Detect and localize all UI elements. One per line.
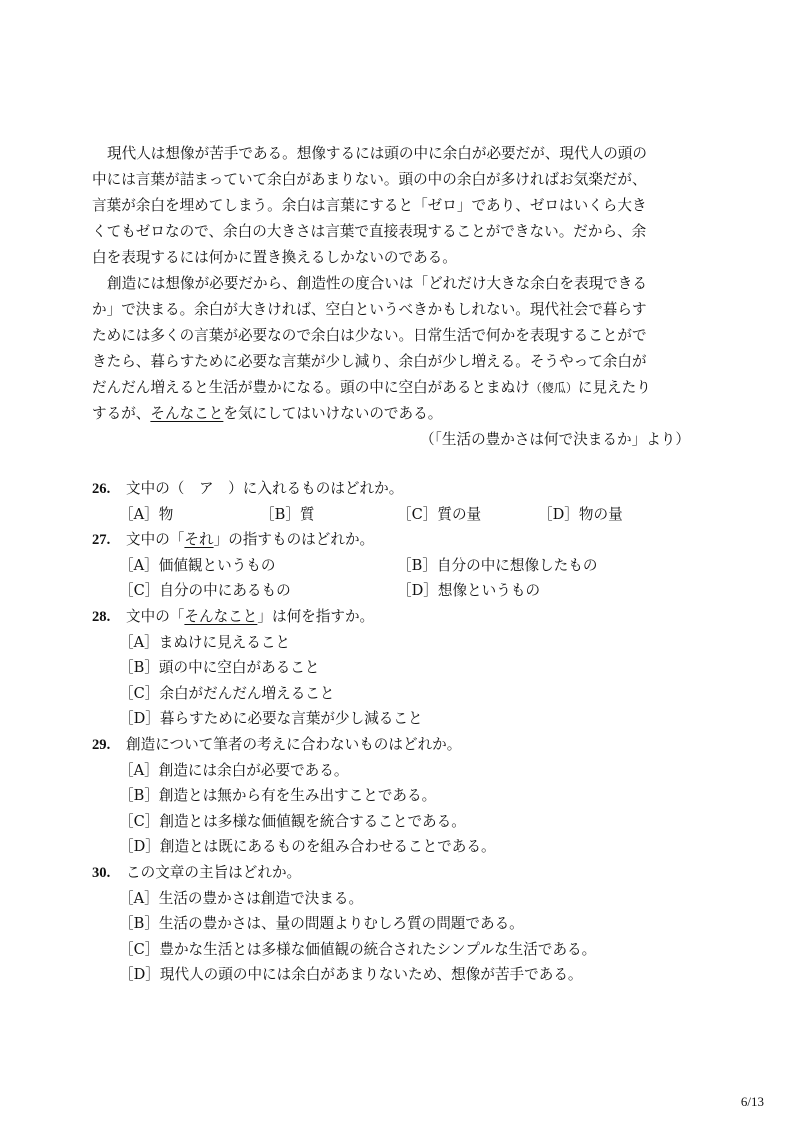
options-row	[92, 553, 702, 579]
option-a: ［A］物	[119, 505, 174, 523]
question-text: 文中の（ ア ）に入れるものはどれか。	[126, 480, 404, 497]
option-d: ［D］現代人の頭の中には余白があまりないため、想像が苦手である。	[119, 966, 583, 984]
passage-line: きたら、暮らすために必要な言葉が少し減り、余白が少し増える。そうやって余白が	[92, 353, 647, 370]
underlined-phrase: そんなこと	[150, 405, 224, 422]
question-27	[92, 527, 702, 553]
question-number: 28.	[92, 608, 111, 625]
question-29	[92, 732, 702, 758]
passage-text: を気にしてはいけないのである。	[223, 405, 443, 422]
passage-line: 現代人は想像が苦手である。想像するには頭の中に余白が必要だが、現代人の頭の	[107, 145, 647, 162]
option-a: ［A］創造には余白が必要である。	[119, 761, 349, 779]
option-c: ［C］質の量	[397, 505, 482, 523]
option-b: ［B］自分の中に想像したもの	[397, 556, 598, 574]
question-28	[92, 604, 702, 630]
option-c: ［C］自分の中にあるもの	[119, 582, 291, 600]
option-b: ［B］創造とは無から有を生み出すことである。	[119, 787, 437, 805]
passage-text: するが、	[92, 405, 151, 422]
option-d: ［D］物の量	[538, 505, 623, 523]
question-number: 26.	[92, 481, 111, 497]
passage-line: か」で決まる。余白が大きければ、空白というべきかもしれない。現代社会で暮らす	[92, 301, 647, 318]
question-text: 」は何を指すか。	[257, 607, 375, 625]
passage-text: に見えたり	[577, 379, 651, 396]
passage-source: （「生活の豊かさは何で決まるか」より）	[420, 431, 690, 448]
option-a: ［A］まぬけに見えること	[119, 633, 291, 651]
option-a: ［A］価値観というもの	[119, 556, 276, 574]
option-c: ［C］創造とは多様な価値観を統合することである。	[119, 812, 466, 830]
option-d: ［D］想像というもの	[397, 582, 541, 600]
underlined-phrase: そんなこと	[184, 607, 258, 625]
question-number: 29.	[92, 736, 111, 753]
question-number: 30.	[92, 864, 111, 881]
options-row	[92, 578, 702, 604]
option-b: ［B］頭の中に空白があること	[119, 659, 320, 677]
option-b: ［B］生活の豊かさは、量の問題よりむしろ質の問題である。	[119, 915, 524, 933]
question-26	[92, 476, 702, 502]
option-c: ［C］余白がだんだん増えること	[119, 684, 335, 702]
question-text: 文中の「	[126, 607, 185, 625]
gloss-annotation: （傻瓜）	[529, 381, 578, 395]
passage-line: 創造には想像が必要だから、創造性の度合いは「どれだけ大きな余白を表現できる	[107, 275, 647, 292]
passage-line: くてもゼロなので、余白の大きさは言葉で直接表現することができない。だから、余	[92, 223, 647, 240]
option-d: ［D］暮らすために必要な言葉が少し減ること	[119, 710, 423, 728]
question-text: 文中の「	[126, 531, 185, 549]
passage-line: ためには多くの言葉が必要なので余白は少ない。日常生活で何かを表現することがで	[92, 327, 647, 344]
reading-passage	[92, 141, 700, 453]
question-text: この文章の主旨はどれか。	[126, 863, 302, 881]
question-list	[92, 476, 702, 988]
option-d: ［D］創造とは既にあるものを組み合わせることである。	[119, 838, 496, 856]
options-row	[92, 502, 702, 528]
question-text: 創造について筆者の考えに合わないものはどれか。	[126, 735, 462, 753]
option-a: ［A］生活の豊かさは創造で決まる。	[119, 889, 364, 907]
option-c: ［C］豊かな生活とは多様な価値観の統合されたシンプルな生活である。	[119, 940, 597, 958]
option-b: ［B］質	[260, 505, 315, 523]
underlined-phrase: それ	[184, 531, 214, 549]
passage-line	[92, 375, 700, 401]
question-30	[92, 860, 702, 886]
question-text: 」の指すものはどれか。	[213, 531, 375, 549]
page-number: 6/13	[740, 1094, 764, 1109]
passage-line: 言葉が余白を埋めてしまう。余白は言葉にすると「ゼロ」であり、ゼロはいくら大き	[92, 197, 647, 214]
passage-line: 白を表現するには何かに置き換えるしかないのである。	[92, 249, 457, 266]
passage-line	[92, 401, 700, 427]
passage-text: だんだん増えると生活が豊かになる。頭の中に空白があるとまぬけ	[92, 379, 530, 396]
question-number: 27.	[92, 532, 111, 549]
passage-line: 中には言葉が詰まっていて余白があまりない。頭の中の余白が多ければお気楽だが、	[92, 171, 647, 188]
